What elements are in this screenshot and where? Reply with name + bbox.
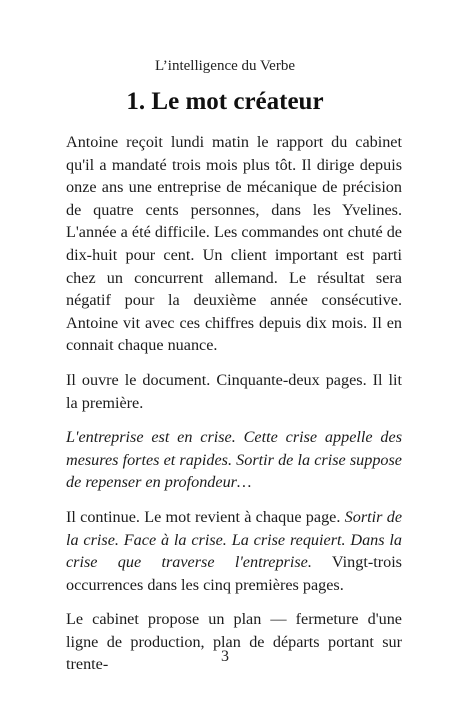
body-text [66, 131, 402, 688]
paragraph-4-start: Il continue. Le mot revient à chaque page. [66, 507, 345, 526]
running-head: L’intelligence du Verbe [155, 58, 295, 74]
paragraph-5: Le cabinet propose un plan — fermeture d'une ligne de production, plan de départs portant sur trente- [66, 610, 402, 674]
paragraph-4 [66, 506, 402, 596]
paragraph-3-quote: L'entreprise est en crise. Cette crise appelle des mesures fortes et rapides. Sortir de la crise suppose de repenser en profondeur… [66, 428, 402, 492]
paragraph-4-italic: Sortir de la crise. Face à la crise. La crise requiert. Dans la crise que traverse l'entreprise. [66, 507, 403, 572]
paragraph-2: Il ouvre le document. Cinquante-deux pages. Il lit la première. [66, 370, 402, 412]
paragraph-1: Antoine reçoit lundi matin le rapport du cabinet qu'il a mandaté trois mois plus tôt. Il dirige depuis onze ans une entreprise de mécanique de précision de quatre cents personnes, dans les Yvelines. L'année a été difficile. Les commandes ont chuté de dix-huit pour cent. Un client important est parti chez un concurrent allemand. Le résultat sera négatif pour la deuxième année consécutive. Antoine vit avec ces chiffres depuis dix mois. Il en connait chaque nuance. [66, 133, 402, 355]
chapter-title: 1. Le mot créateur [126, 88, 324, 115]
paragraph-4-end: Vingt-trois occurrences dans les cinq premières pages. [66, 553, 402, 594]
page-number: 3 [221, 648, 229, 665]
